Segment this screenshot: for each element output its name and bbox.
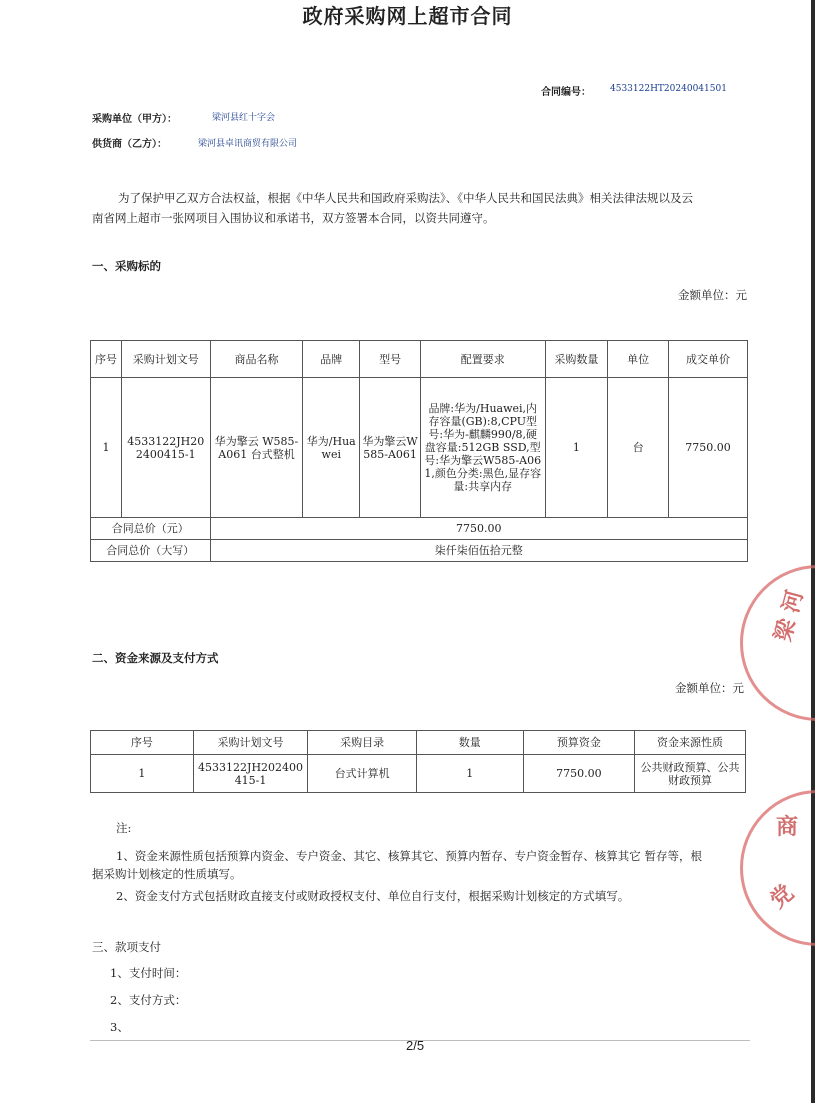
payment-time: 1、支付时间： xyxy=(110,966,187,980)
amount-unit-2: 金额单位：元 xyxy=(675,681,744,695)
supplier-label: 供货商（乙方）： xyxy=(92,139,167,150)
cell-unit: 台 xyxy=(608,378,669,518)
table-row xyxy=(91,755,746,793)
seal-text-bottom: 党 xyxy=(765,879,799,914)
contract-no: 4533122HT20240041501 xyxy=(610,84,727,94)
table-row xyxy=(91,378,748,518)
funding-table xyxy=(90,730,746,793)
th-product-name: 商品名称 xyxy=(210,341,303,378)
payment-item-3: 3、 xyxy=(110,1020,129,1034)
th-brand: 品牌 xyxy=(303,341,360,378)
total-label: 合同总价（元） xyxy=(91,518,211,540)
th-price: 成交单价 xyxy=(669,341,748,378)
th2-seq: 序号 xyxy=(91,731,194,755)
section-3-heading: 三、款项支付 xyxy=(92,940,161,954)
contract-no-label: 合同编号： xyxy=(541,87,591,98)
total-value: 7750.00 xyxy=(210,518,747,540)
cell-seq: 1 xyxy=(91,378,122,518)
cell2-budget: 7750.00 xyxy=(523,755,634,793)
intro-line-2: 南省网上超市一张网项目入围协议和承诺书，双方签署本合同，以资共同遵守。 xyxy=(92,211,495,225)
note-2: 2、资金支付方式包括财政直接支付或财政授权支付、单位自行支付，根据采购计划核定的方式填写。 xyxy=(116,889,630,903)
section-2-heading: 二、资金来源及支付方式 xyxy=(92,651,219,665)
cell2-source: 公共财政预算、公共财政预算 xyxy=(635,755,746,793)
payment-method: 2、支付方式： xyxy=(110,993,187,1007)
cell-brand: 华为/Huawei xyxy=(303,378,360,518)
buyer-name: 梁河县红十字会 xyxy=(212,113,276,123)
cell-product-name: 华为擎云 W585-A061 台式整机 xyxy=(210,378,303,518)
cell2-plan-no: 4533122JH202400415-1 xyxy=(193,755,308,793)
th2-qty: 数量 xyxy=(416,731,523,755)
amount-unit-1: 金额单位：元 xyxy=(678,288,747,302)
section-1-heading: 一、采购标的 xyxy=(92,259,161,273)
seal-text-mid: 商 xyxy=(776,814,799,840)
total-cn-label: 合同总价（大写） xyxy=(91,540,211,562)
total-row xyxy=(91,518,748,540)
cell2-seq: 1 xyxy=(91,755,194,793)
total-cn-row xyxy=(91,540,748,562)
th-seq: 序号 xyxy=(91,341,122,378)
cell2-catalog: 台式计算机 xyxy=(308,755,417,793)
th-plan-no: 采购计划文号 xyxy=(121,341,210,378)
buyer-label: 采购单位（甲方）： xyxy=(92,114,177,125)
page-number: 2/5 xyxy=(406,1038,425,1053)
seal-text-top: 梁 河 xyxy=(770,587,809,645)
note-title: 注: xyxy=(116,821,132,835)
th2-catalog: 采购目录 xyxy=(308,731,417,755)
note-1-line-1: 1、资金来源性质包括预算内资金、专户资金、其它、核算其它、预算内暂存、专户资金暂存、核算其它 暂存等，根 xyxy=(116,849,702,863)
purchase-items-table xyxy=(90,340,748,562)
th2-plan-no: 采购计划文号 xyxy=(193,731,308,755)
cell-model: 华为擎云W585-A061 xyxy=(360,378,421,518)
cell-config: 品牌:华为/Huawei,内存容量(GB):8,CPU型号:华为-麒麟990/8,硬盘容量:512GB SSD,型号:华为擎云W585-A061,颜色分类:黑色,显存容量:共享内存 xyxy=(420,378,545,518)
th-qty: 采购数量 xyxy=(545,341,608,378)
cell-qty: 1 xyxy=(545,378,608,518)
cell2-qty: 1 xyxy=(416,755,523,793)
th2-source: 资金来源性质 xyxy=(635,731,746,755)
th2-budget: 预算资金 xyxy=(523,731,634,755)
cell-price: 7750.00 xyxy=(669,378,748,518)
th-model: 型号 xyxy=(360,341,421,378)
supplier-name: 梁河县卓讯商贸有限公司 xyxy=(198,139,298,149)
total-cn-value: 柒仟柒佰伍拾元整 xyxy=(210,540,747,562)
cell-plan-no: 4533122JH202400415-1 xyxy=(121,378,210,518)
th-unit: 单位 xyxy=(608,341,669,378)
note-1-line-2: 据采购计划核定的性质填写。 xyxy=(92,867,242,881)
official-seal-top xyxy=(740,565,815,721)
page-title: 政府采购网上超市合同 xyxy=(302,4,513,28)
th-config: 配置要求 xyxy=(420,341,545,378)
intro-line-1: 为了保护甲乙双方合法权益，根据《中华人民共和国政府采购法》、《中华人民共和国民法典》相关法律法规以及云 xyxy=(118,191,693,205)
